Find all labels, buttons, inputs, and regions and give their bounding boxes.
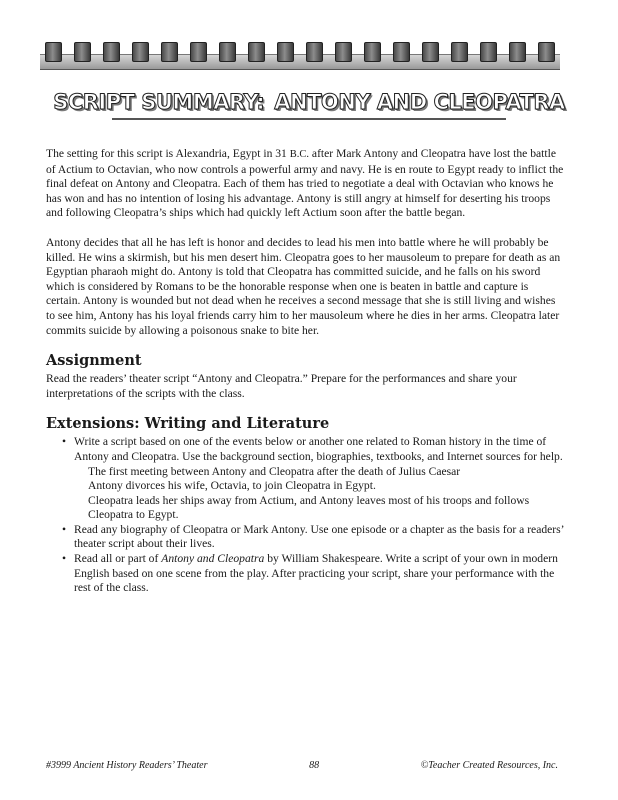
footer-book-title: #3999 Ancient History Readers’ Theater [46,760,208,771]
summary-text: after Mark Antony and Cleopatra have lost the battle of Actium to Octavian, who now controls a powerful army and navy. He is en route to Egypt ready to inflict the final defeat on Antony and Cleopatra. Each of them has tried to negotiate a deal with Octavian who knows he has won and has no intention of losing his advantage. Antony is still angry at himself for deserting his troops and following Cleopatra’s ships which had quickly left Actium soon after the battle began. [46,147,564,220]
page-content [46,147,564,596]
title-underline [112,118,506,120]
binding-ring [190,42,207,62]
play-title: Antony and Cleopatra [161,552,265,566]
assignment-text: Read the readers’ theater script “Antony and Cleopatra.” Prepare for the performances and share your interpretations of the scripts with the class. [46,372,517,400]
binding-ring [74,42,91,62]
page-footer [46,760,558,771]
title-left: SCRIPT SUMMARY: [53,90,265,114]
extensions-heading: Extensions: Writing and Literature [46,415,330,433]
bullet-text: by William Shakespeare. Write a script of your own in modern English based on one scene from the play. After practicing your script, share your performance with the rest of the class. [74,552,558,595]
binding-ring [277,42,294,62]
event-item: Antony divorces his wife, Octavia, to join Cleopatra in Egypt. [88,479,376,493]
binding-ring [219,42,236,62]
binding-ring [248,42,265,62]
summary-paragraph-2: Antony decides that all he has left is honor and decides to lead his men into battle where he will probably be killed. He wins a skirmish, but his men desert him. Cleopatra goes to her mausoleum to prepare for death as an Egyptian pharaoh might do. Antony is told that Cleopatra has committed suicide, and he falls on his sword which is considered by Romans to be the honorable response when one is beaten in battle and capture is certain. Antony is wounded but not dead when he receives a second message that she is still living and wishes to see him, Antony has his loyal friends carry him to her mausoleum where he dies in her arms. Cleopatra later commits suicide by allowing a poisonous snake to bite her. [46,235,561,337]
extension-bullet-3 [46,552,564,596]
binding-ring [306,42,323,62]
binding-ring [335,42,352,62]
footer-copyright: ©Teacher Created Resources, Inc. [420,760,558,771]
extension-bullet-2: • Read any biography of Cleopatra or Mark Antony. Use one episode or a chapter as the basis for a readers’ theater script about their lives. [46,523,564,552]
era-label: B.C. [289,149,310,160]
summary-paragraph-1 [46,147,564,221]
binding-ring [161,42,178,62]
title-right: ANTONY AND CLEOPATRA [274,90,565,114]
binding-ring [132,42,149,62]
extension-bullet-1: • Write a script based on one of the events below or another one related to Roman history in the time of Antony and Cleopatra. Use the background section, biographies, textbooks, and Internet sources for help. [46,435,564,464]
spiral-binding-decoration [40,40,560,72]
assignment-heading: Assignment [46,352,142,370]
binding-ring [538,42,555,62]
binding-ring [451,42,468,62]
binding-ring [509,42,526,62]
summary-text: The setting for this script is Alexandria, Egypt in 31 [46,147,290,160]
event-item: Cleopatra leads her ships away from Actium, and Antony leaves most of his troops and follows Cleopatra to Egypt. [88,493,530,522]
bullet-text: Read all or part of [74,552,162,566]
binding-ring [103,42,120,62]
event-item: The first meeting between Antony and Cleopatra after the death of Julius Caesar [88,464,461,478]
binding-ring [422,42,439,62]
page-title-text [53,90,565,114]
binding-ring [364,42,381,62]
page-number: 88 [309,760,320,771]
page-title [0,90,618,114]
binding-ring [45,42,62,62]
binding-ring [480,42,497,62]
binding-ring [393,42,410,62]
